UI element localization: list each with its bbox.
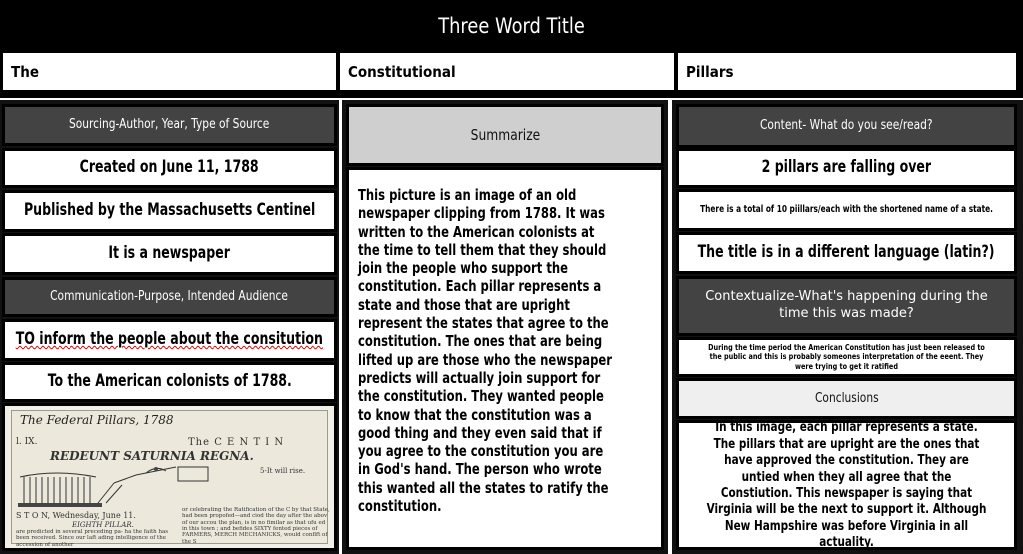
contextualize-header: Contextualize-What's happening during the time this was made?	[676, 276, 1017, 336]
communication-item-audience: To the American colonists of 1788.	[2, 362, 337, 402]
image-caption: The Federal Pillars, 1788	[20, 413, 174, 427]
sourcing-item-date: Created on June 11, 1788	[2, 148, 337, 188]
subheader-pillars: Pillars	[678, 53, 1016, 90]
newspaper-clipping	[11, 410, 330, 548]
page-title: Three Word Title	[77, 0, 947, 51]
content-item-total-pillars: There is a total of 10 piillars/each with the shortened name of a state.	[676, 189, 1017, 231]
summarize-header: Summarize	[346, 104, 664, 166]
subheader-constitutional: Constitutional	[340, 53, 674, 90]
masthead-right: The C E N T I N	[188, 437, 285, 448]
conclusions-text: In this image, each pillar represents a state. The pillars that are upright are the ones that have approved the constitution. They are untied when they all agree that the Constiution. This newspaper is saying that Virginia will be the next to support it. Although New Hampshire was before Virginia in all actuality.	[706, 419, 987, 551]
content-item-title-language: The title is in a different language (latin?)	[676, 232, 1017, 274]
pillar-label: EIGHTH PILLAR.	[72, 521, 134, 529]
sourcing-item-type: It is a newspaper	[2, 233, 337, 275]
newspaper-image	[2, 403, 337, 551]
conclusions-text-box	[676, 420, 1017, 550]
content-item-falling-pillars: 2 pillars are falling over	[676, 148, 1017, 188]
motto-note: 5-It will rise.	[260, 467, 306, 475]
pillars-illustration	[16, 463, 326, 511]
latin-motto: REDEUNT SATURNIA REGNA.	[50, 449, 254, 463]
sourcing-header: Sourcing-Author, Year, Type of Source	[2, 104, 337, 146]
subheader-the: The	[3, 53, 336, 90]
dateline: S T O N, Wednesday, June 11.	[16, 511, 136, 520]
summary-text-box	[346, 167, 664, 550]
communication-header: Communication-Purpose, Intended Audience	[2, 277, 337, 317]
context-text: During the time period the American Constitution has just been released to the public and this is probably someones interpretation of the eeent. They were trying to get it ratified	[676, 337, 1017, 377]
sourcing-item-publisher: Published by the Massachusetts Centinel	[2, 190, 337, 232]
conclusions-header: Conclusions	[676, 378, 1017, 419]
newspaper-column-1: are predicted in several preceding pa- ha the faith has been received. Since our laft ading intelligence of the accession of another	[16, 529, 169, 548]
communication-item-purpose: TO inform the people about the consitution	[2, 319, 337, 361]
summary-text: This picture is an image of an old newspaper clipping from 1788. It was written to the American colonists at the time to tell them that they should join the people who support the constitution. Each pillar represents a state and those that are upright represent the states that agree to the constitution. The ones that are being lifted up are those who the newspaper predicts will actually join support for the constitution. They wanted people to know that the constitution was a good thing and they even said that if you agree to the constitution you are in God's hand. The person who wrote this wanted all the states to ratify the constitution.	[358, 186, 612, 516]
content-header: Content- What do you see/read?	[676, 104, 1017, 148]
newspaper-column-2: or celebrating the Ratification of the C by that State, had been propofed—and ciod the day after the abov of our accou the plan, is in no fimilar as that ufu ed in this town ; and befides SIXTY fented pieces of FARMERS, MERCH MECHANICKS, would conflft of the S	[182, 507, 330, 545]
masthead-left: l. IX.	[16, 437, 38, 447]
